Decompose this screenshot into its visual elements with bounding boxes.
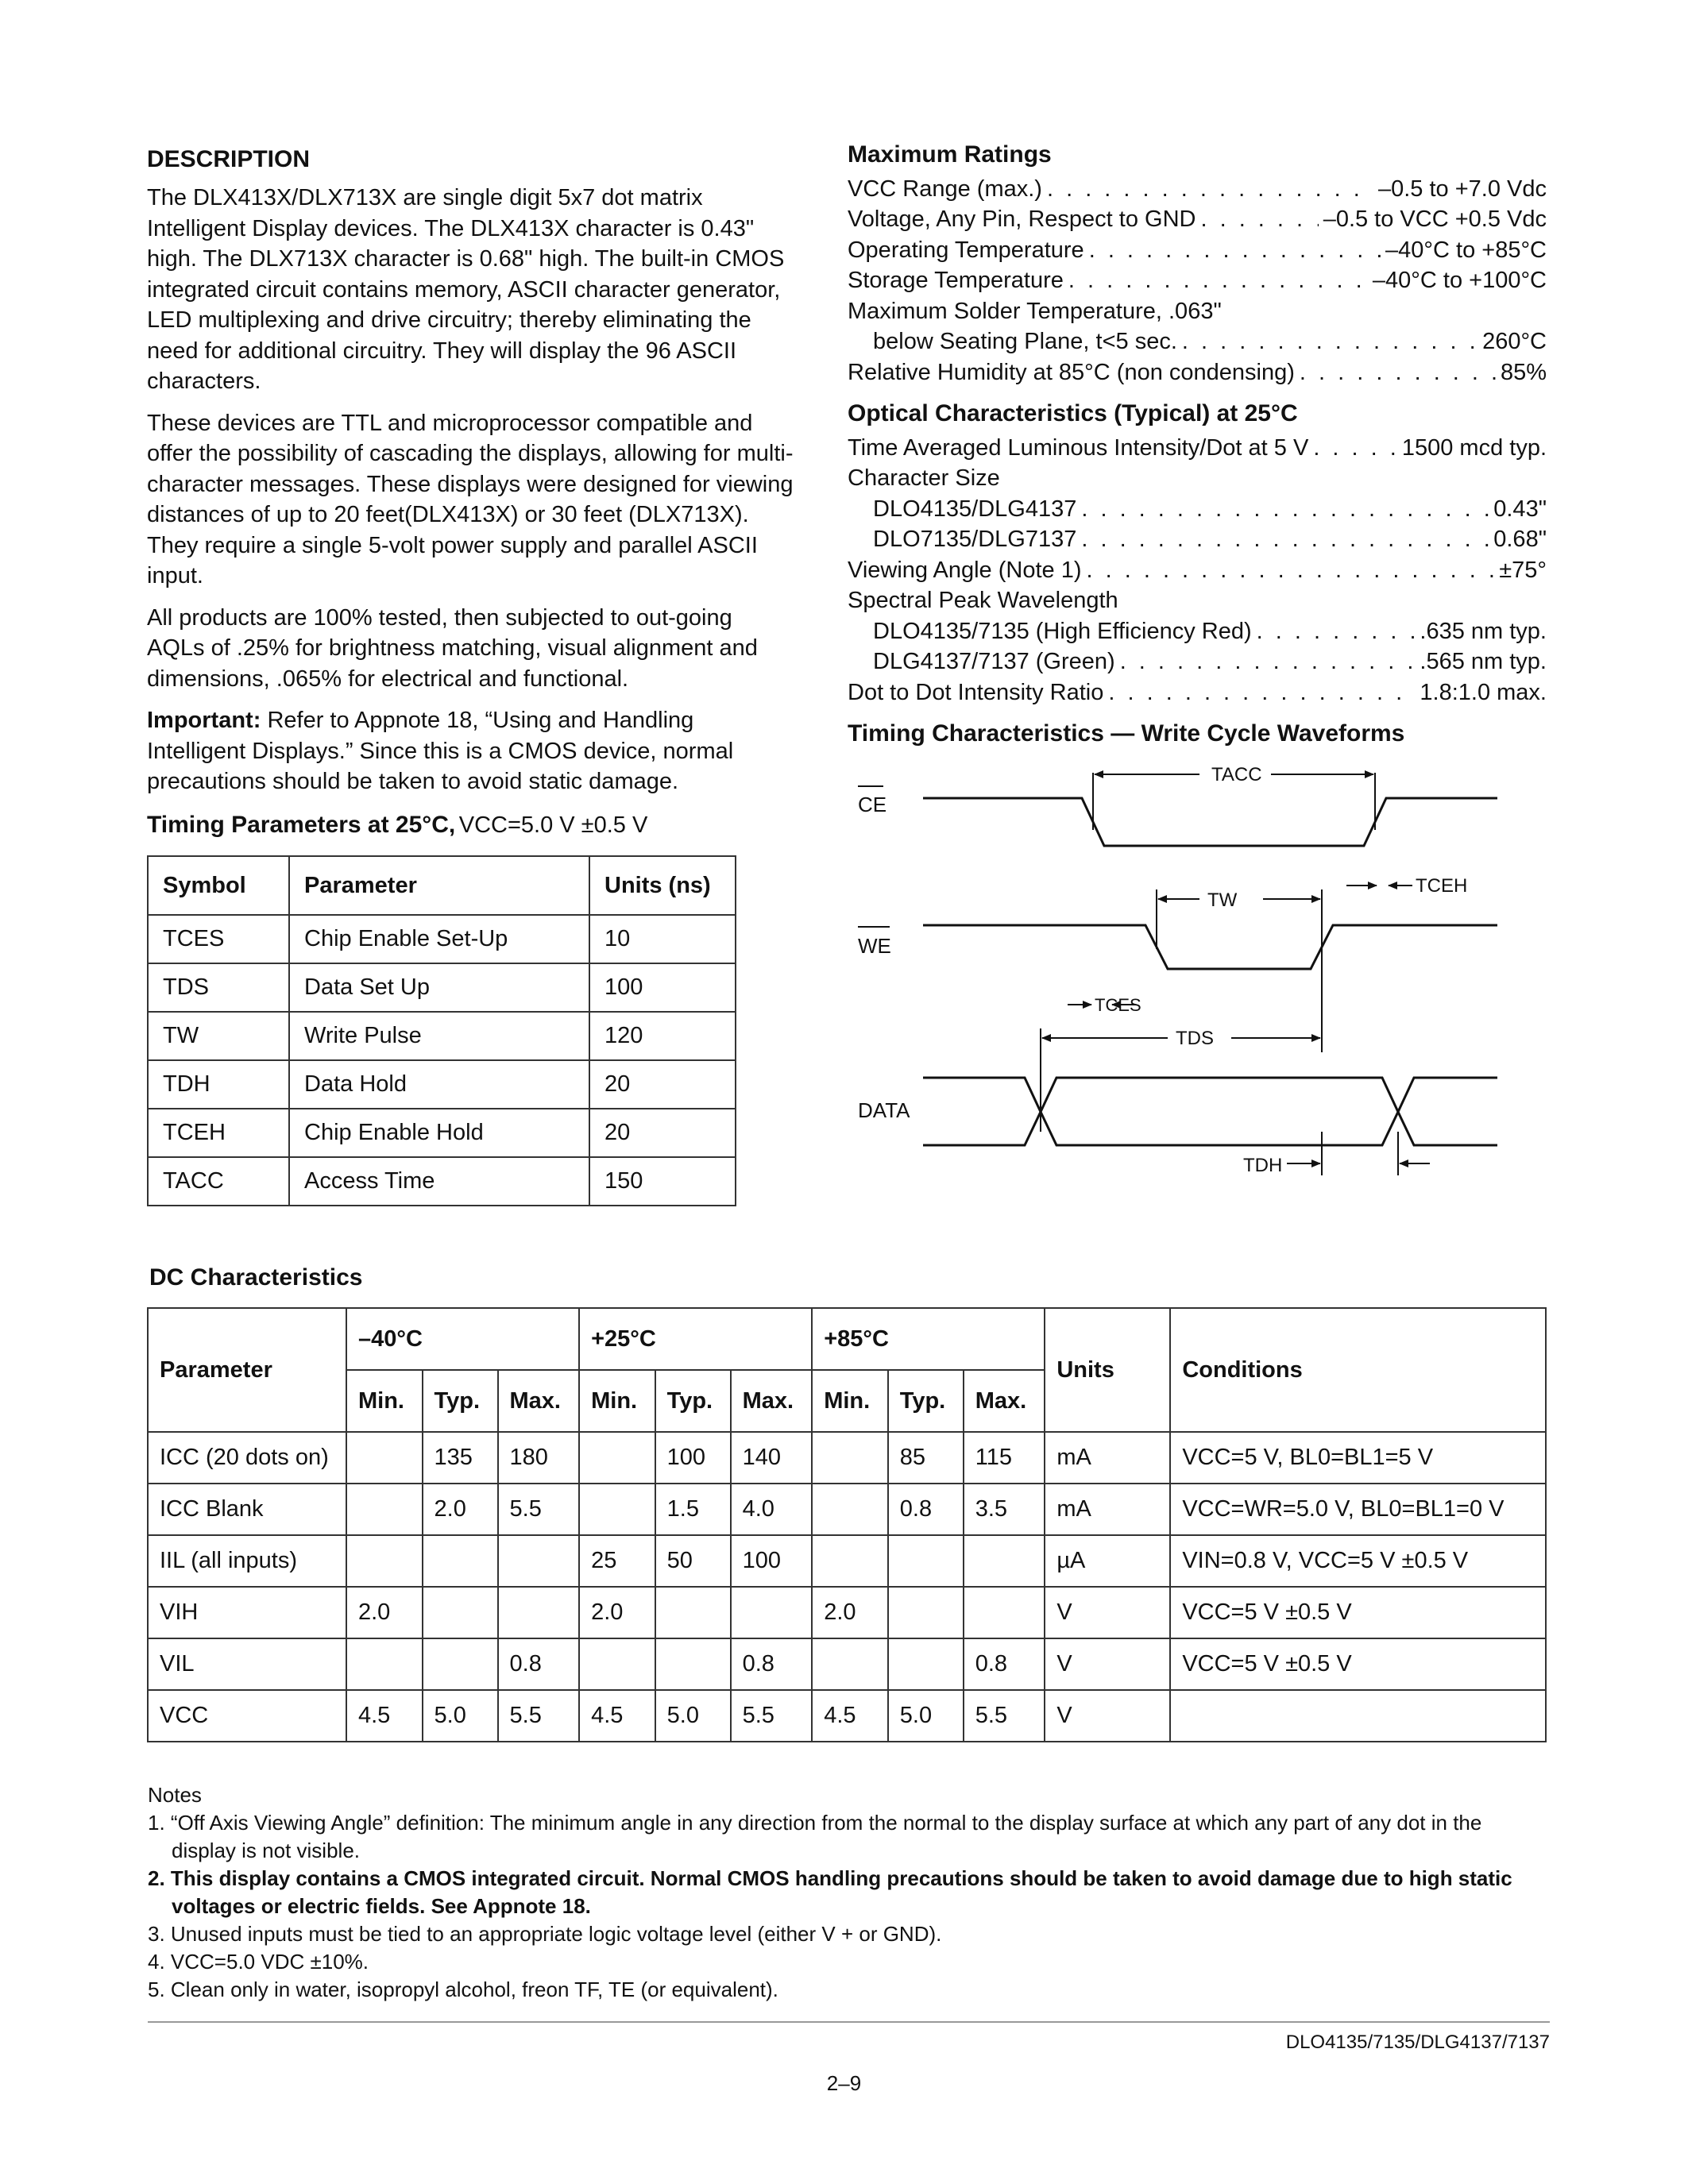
cell-value: 50 — [655, 1535, 731, 1587]
cell-value: 4.5 — [579, 1690, 655, 1742]
tceh-label: TCEH — [1416, 875, 1468, 897]
spec-label: below Seating Plane, t<5 sec. — [873, 329, 1177, 354]
description-paragraph: These devices are TTL and microprocessor compatible and offer the possibility of cascading the displays, allowing for multi-character messages. These displays were designed for viewing distances of up to 20 feet(DLX413X) or 30 feet (DLX713X). They require a single 5-volt power supply and parallel ASCII input. — [147, 410, 794, 588]
cell-value: 115 — [964, 1432, 1045, 1484]
notes-section — [148, 1781, 1550, 2004]
spec-row — [848, 646, 1547, 677]
col-max: Max. — [731, 1370, 813, 1432]
cell-units: 120 — [589, 1012, 736, 1060]
cell-value — [964, 1587, 1045, 1638]
cell-value — [346, 1535, 423, 1587]
table-header-row — [148, 856, 736, 915]
footer-part-numbers: DLO4135/7135/DLG4137/7137 — [1285, 2032, 1550, 2053]
col-min: Min. — [579, 1370, 655, 1432]
table-row — [148, 1535, 1546, 1587]
cell-units: 20 — [589, 1060, 736, 1109]
spec-row — [848, 494, 1547, 525]
cell-units: 20 — [589, 1109, 736, 1157]
we-label: WE — [858, 934, 891, 958]
cell-value: 3.5 — [964, 1484, 1045, 1535]
cell-parameter: IIL (all inputs) — [148, 1535, 346, 1587]
cell-units: mA — [1045, 1432, 1170, 1484]
spec-value: 1.8:1.0 max. — [1420, 679, 1547, 705]
spec-label: VCC Range (max.) — [848, 176, 1042, 202]
note-item: 5. Clean only in water, isopropyl alcohol, freon TF, TE (or equivalent). — [148, 1978, 778, 2001]
cell-value — [579, 1484, 655, 1535]
we-waveform — [923, 925, 1497, 969]
spec-label: Relative Humidity at 85°C (non condensing) — [848, 359, 1295, 385]
cell-symbol: TACC — [148, 1157, 289, 1206]
optical-heading: Optical Characteristics (Typical) at 25°C — [848, 400, 1298, 426]
cell-value: 2.0 — [423, 1484, 498, 1535]
col-typ: Typ. — [655, 1370, 731, 1432]
description-paragraph: The DLX413X/DLX713X are single digit 5x7 dot matrix Intelligent Display devices. The DLX413X character is 0.43" high. The DLX713X character is 0.68" high. The built-in CMOS integrated circuit contains memory, ASCII character generator, LED multiplexing and drive circuitry; thereby eliminating the need for additional circuitry. They will display the 96 ASCII characters. — [147, 185, 785, 394]
ce-label: CE — [858, 793, 887, 816]
cell-units: V — [1045, 1587, 1170, 1638]
col-temp-plus85: +85°C — [812, 1308, 1045, 1370]
col-typ: Typ. — [423, 1370, 498, 1432]
cell-value — [888, 1535, 964, 1587]
col-conditions: Conditions — [1170, 1308, 1546, 1432]
dc-table-body — [148, 1432, 1546, 1742]
cell-value: 85 — [888, 1432, 964, 1484]
write-cycle-waveform-diagram — [842, 758, 1557, 1187]
cell-units: 100 — [589, 963, 736, 1012]
spec-label: Storage Temperature — [848, 268, 1064, 293]
tdh-label: TDH — [1243, 1155, 1283, 1176]
spec-label: Viewing Angle (Note 1) — [848, 557, 1082, 583]
important-label: Important: — [147, 708, 261, 733]
spec-row — [848, 174, 1547, 205]
important-text: Refer to Appnote 18, “Using and Handling Intelligent Displays.” Since this is a CMOS device, normal precautions should be taken to avoid static damage. — [147, 708, 734, 794]
spec-row — [848, 326, 1547, 357]
cell-value: 100 — [731, 1535, 813, 1587]
cell-value: 5.0 — [888, 1690, 964, 1742]
cell-value: 0.8 — [888, 1484, 964, 1535]
cell-value: 4.5 — [812, 1690, 888, 1742]
cell-parameter: VIL — [148, 1638, 346, 1690]
ce-waveform — [923, 798, 1497, 846]
spec-value: 85% — [1500, 359, 1547, 385]
cell-units: V — [1045, 1690, 1170, 1742]
solder-label: Maximum Solder Temperature, .063" — [848, 298, 1222, 324]
footer-divider — [148, 2021, 1550, 2023]
spec-value: .565 nm typ. — [1420, 649, 1547, 674]
spec-row — [848, 235, 1547, 266]
page-number: 2–9 — [826, 2071, 862, 2095]
col-min: Min. — [812, 1370, 888, 1432]
data-waveform-bottom — [923, 1112, 1497, 1145]
col-parameter: Parameter — [148, 1308, 346, 1432]
cell-conditions: VCC=WR=5.0 V, BL0=BL1=0 V — [1170, 1484, 1546, 1535]
note-item: 2. This display contains a CMOS integrated circuit. Normal CMOS handling precautions should be taken to avoid damage due to high static voltages or electric fields. See Appnote 18. — [148, 1866, 1512, 1918]
cell-value — [423, 1535, 498, 1587]
cell-conditions: VCC=5 V ±0.5 V — [1170, 1587, 1546, 1638]
cell-value — [579, 1638, 655, 1690]
cell-symbol: TDH — [148, 1060, 289, 1109]
table-row — [148, 1157, 736, 1206]
col-symbol: Symbol — [148, 856, 289, 915]
cell-value: 1.5 — [655, 1484, 731, 1535]
cell-value: 140 — [731, 1432, 813, 1484]
spec-label: DLO7135/DLG7137 — [873, 527, 1077, 552]
table-row — [148, 1690, 1546, 1742]
cell-parameter: Access Time — [289, 1157, 589, 1206]
cell-symbol: TCEH — [148, 1109, 289, 1157]
cell-value — [498, 1535, 580, 1587]
cell-parameter: Chip Enable Hold — [289, 1109, 589, 1157]
timing-params-title — [147, 812, 647, 839]
cell-symbol: TDS — [148, 963, 289, 1012]
cell-parameter: Data Hold — [289, 1060, 589, 1109]
cell-value: 5.5 — [498, 1484, 580, 1535]
cell-units: 10 — [589, 915, 736, 963]
cell-value: 0.8 — [498, 1638, 580, 1690]
cell-symbol: TW — [148, 1012, 289, 1060]
cell-value — [423, 1587, 498, 1638]
dc-characteristics-table — [147, 1307, 1547, 1742]
note-item: 4. VCC=5.0 VDC ±10%. — [148, 1950, 369, 1974]
spec-row — [848, 616, 1547, 647]
spec-value: 260°C — [1482, 329, 1547, 354]
cell-conditions: VIN=0.8 V, VCC=5 V ±0.5 V — [1170, 1535, 1546, 1587]
col-max: Max. — [964, 1370, 1045, 1432]
cell-value: 5.5 — [731, 1690, 813, 1742]
description-section — [147, 146, 794, 808]
table-row — [148, 1012, 736, 1060]
col-min: Min. — [346, 1370, 423, 1432]
cell-value — [423, 1638, 498, 1690]
notes-heading: Notes — [148, 1783, 202, 1807]
char-size-label: Character Size — [848, 465, 1000, 491]
cell-value: 2.0 — [579, 1587, 655, 1638]
cell-parameter: VIH — [148, 1587, 346, 1638]
spec-value: 1500 mcd typ. — [1401, 434, 1547, 461]
cell-value — [346, 1484, 423, 1535]
spec-label: DLO4135/7135 (High Efficiency Red) — [873, 618, 1252, 644]
table-row — [148, 1109, 736, 1157]
note-item: 1. “Off Axis Viewing Angle” definition: The minimum angle in any direction from the normal to the display surface at which any part of any dot in the display is not visible. — [148, 1811, 1482, 1862]
table-row — [148, 1638, 1546, 1690]
timing-params-title-bold: Timing Parameters at 25°C, — [147, 812, 456, 838]
cell-value — [579, 1432, 655, 1484]
spec-value: 0.68" — [1493, 527, 1547, 552]
tces-label: TCES — [1095, 995, 1141, 1015]
cell-conditions: VCC=5 V ±0.5 V — [1170, 1638, 1546, 1690]
spec-row — [848, 555, 1547, 586]
waveform-heading: Timing Characteristics — Write Cycle Waveforms — [848, 720, 1405, 747]
cell-value: 5.5 — [498, 1690, 580, 1742]
note-item: 3. Unused inputs must be tied to an appropriate logic voltage level (either V + or GND). — [148, 1922, 942, 1946]
cell-value — [346, 1432, 423, 1484]
spec-row — [848, 265, 1547, 296]
col-temp-minus40: –40°C — [346, 1308, 579, 1370]
cell-value — [812, 1638, 888, 1690]
description-paragraph: All products are 100% tested, then subjected to out-going AQLs of .25% for brightness matching, visual alignment and dimensions, .065% for electrical and functional. — [147, 604, 758, 692]
cell-parameter: Data Set Up — [289, 963, 589, 1012]
data-waveform-top — [923, 1078, 1497, 1112]
cell-value: 25 — [579, 1535, 655, 1587]
dc-heading: DC Characteristics — [149, 1264, 363, 1291]
cell-parameter: Chip Enable Set-Up — [289, 915, 589, 963]
spec-value: 0.43" — [1493, 496, 1547, 522]
cell-value — [731, 1587, 813, 1638]
cell-value: 180 — [498, 1432, 580, 1484]
table-row — [148, 1484, 1546, 1535]
col-units: Units — [1045, 1308, 1170, 1432]
spec-value: .635 nm typ. — [1420, 618, 1547, 644]
cell-units: 150 — [589, 1157, 736, 1206]
tds-label: TDS — [1176, 1028, 1214, 1049]
tacc-label: TACC — [1211, 764, 1262, 785]
spec-value: –0.5 to VCC +0.5 Vdc — [1323, 206, 1547, 232]
cell-value: 4.5 — [346, 1690, 423, 1742]
table-row — [148, 1060, 736, 1109]
table-row — [148, 963, 736, 1012]
cell-value — [888, 1587, 964, 1638]
spec-value: ±75° — [1499, 557, 1547, 583]
wavelength-label: Spectral Peak Wavelength — [848, 588, 1118, 613]
col-max: Max. — [498, 1370, 580, 1432]
cell-value — [964, 1535, 1045, 1587]
col-units: Units (ns) — [589, 856, 736, 915]
cell-conditions — [1170, 1690, 1546, 1742]
spec-label: DLO4135/DLG4137 — [873, 496, 1077, 522]
cell-parameter: ICC Blank — [148, 1484, 346, 1535]
cell-value — [888, 1638, 964, 1690]
cell-value — [655, 1587, 731, 1638]
spec-label: Operating Temperature — [848, 237, 1084, 263]
data-label: DATA — [858, 1098, 910, 1122]
cell-value: 2.0 — [812, 1587, 888, 1638]
tw-label: TW — [1207, 889, 1238, 911]
table-row — [148, 915, 736, 963]
col-parameter: Parameter — [289, 856, 589, 915]
max-ratings-heading: Maximum Ratings — [848, 141, 1052, 168]
table-row — [148, 1587, 1546, 1638]
max-ratings-section — [848, 140, 1547, 750]
spec-row — [848, 433, 1547, 464]
spec-row — [848, 357, 1547, 388]
spec-row — [848, 204, 1547, 235]
cell-parameter: Write Pulse — [289, 1012, 589, 1060]
spec-label: Dot to Dot Intensity Ratio — [848, 679, 1104, 705]
cell-value: 4.0 — [731, 1484, 813, 1535]
cell-value — [812, 1535, 888, 1587]
cell-value: 0.8 — [731, 1638, 813, 1690]
cell-value: 5.0 — [655, 1690, 731, 1742]
spec-value: –40°C to +85°C — [1385, 237, 1547, 263]
cell-value: 100 — [655, 1432, 731, 1484]
cell-parameter: VCC — [148, 1690, 346, 1742]
spec-label: Time Averaged Luminous Intensity/Dot at 5 V — [848, 434, 1309, 461]
cell-value — [498, 1587, 580, 1638]
important-paragraph — [147, 705, 794, 797]
description-heading: DESCRIPTION — [147, 146, 311, 172]
cell-symbol: TCES — [148, 915, 289, 963]
col-typ: Typ. — [888, 1370, 964, 1432]
cell-units: V — [1045, 1638, 1170, 1690]
cell-value: 5.0 — [423, 1690, 498, 1742]
cell-value — [346, 1638, 423, 1690]
cell-units: µA — [1045, 1535, 1170, 1587]
spec-label: DLG4137/7137 (Green) — [873, 649, 1115, 674]
timing-params-table — [147, 855, 736, 1206]
cell-units: mA — [1045, 1484, 1170, 1535]
table-row — [148, 1432, 1546, 1484]
spec-value: –40°C to +100°C — [1372, 268, 1547, 293]
cell-value: 0.8 — [964, 1638, 1045, 1690]
spec-label: Voltage, Any Pin, Respect to GND — [848, 206, 1196, 232]
cell-parameter: ICC (20 dots on) — [148, 1432, 346, 1484]
table-header-row — [148, 1308, 1546, 1370]
cell-value: 2.0 — [346, 1587, 423, 1638]
cell-value — [812, 1432, 888, 1484]
cell-value — [812, 1484, 888, 1535]
timing-params-title-rest: VCC=5.0 V ±0.5 V — [458, 812, 648, 838]
col-temp-plus25: +25°C — [579, 1308, 812, 1370]
spec-row — [848, 524, 1547, 555]
cell-value: 135 — [423, 1432, 498, 1484]
spec-value: –0.5 to +7.0 Vdc — [1377, 176, 1547, 202]
spec-row — [848, 677, 1547, 708]
cell-conditions: VCC=5 V, BL0=BL1=5 V — [1170, 1432, 1546, 1484]
cell-value — [655, 1638, 731, 1690]
cell-value: 5.5 — [964, 1690, 1045, 1742]
